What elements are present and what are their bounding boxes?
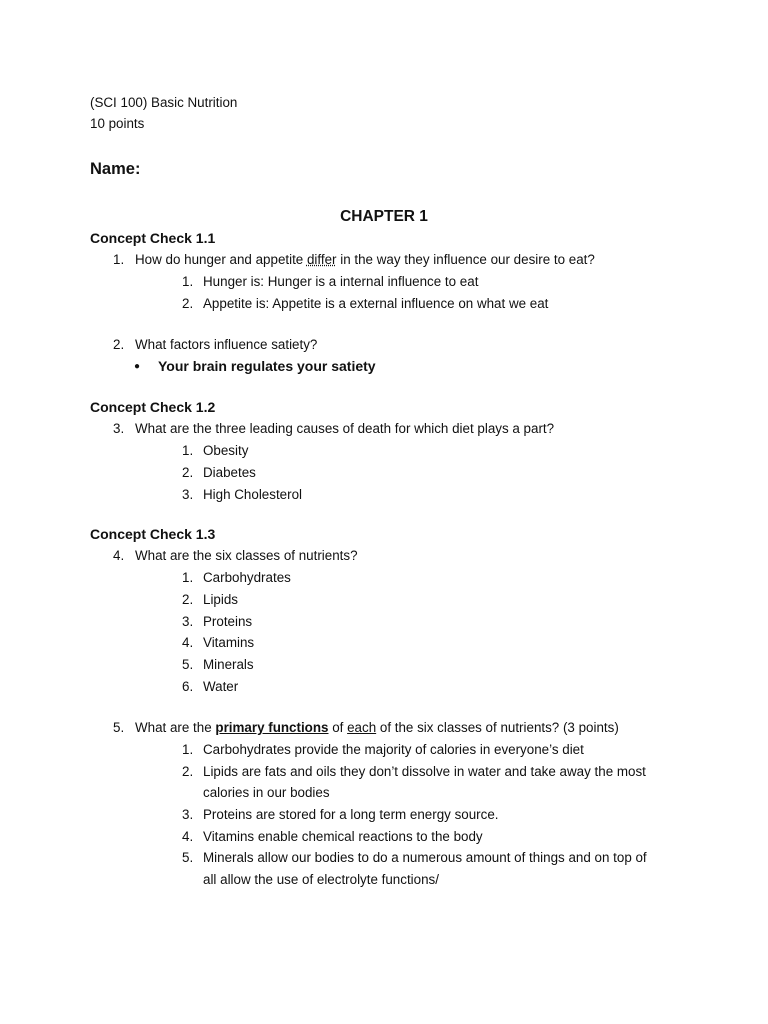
section-heading-1-2: Concept Check 1.2 [90,399,216,415]
emphasis-differ: differ [306,252,337,267]
question-text: What are the primary functions of each of the six classes of nutrients? (3 points) [135,720,619,735]
course-title: (SCI 100) Basic Nutrition [90,95,238,110]
question-text: How do hunger and appetite differ in the way they influence our desire to eat? [135,252,595,267]
name-label: Name: [90,160,141,178]
question-number: 4. [113,548,125,563]
question-number: 3. [113,421,125,436]
section-heading-1-1: Concept Check 1.1 [90,230,216,246]
section-heading-1-3: Concept Check 1.3 [90,526,216,542]
question-text: What factors influence satiety? [135,337,318,352]
document-page: (SCI 100) Basic Nutrition 10 points Name: CHAPTER 1 Concept Check 1.1 1. How do hunger and appetite differ in the way they influence our desire to eat? 1. Hunger is: Hunger is a internal influence to eat 2. Appetite is: Appetite is a external influence on what we eat 2. What factors influence satiety? ● Your brain regulates your satiety Concept Check 1.2 3. What are the three leading causes of death for which diet plays a part? 1. Obesity 2. Diabetes 3. High Cholesterol Concept Check 1.3 4. What are the six classes of nutrients? 1. Carbohydrates 2. Lipids 3. Proteins 4. Vitamins 5. Minerals 6. Water 5. What are the primary functions of each of the six classes of nutrients? (3 points) 1. Carbohydrates provide the majority of calories in everyone’s diet 2. Lipids are fats and oils they don’t dissolve in water and take away the most calories in our bodies 3. Proteins are stored for a long term energy source. 4. Vitamins enable chemical reactions to the body 5. Minerals allow our bodies to do a numerous amount of things and on top of all allow the use of electrolyte functions/ [0,0,768,1024]
bullet-icon: ● [134,361,141,372]
chapter-title: CHAPTER 1 [340,208,428,225]
emphasis-each: each [347,720,377,735]
question-number: 5. [113,720,125,735]
question-text: What are the three leading causes of death for which diet plays a part? [135,421,555,436]
question-text: What are the six classes of nutrients? [135,548,358,563]
emphasis-primary-functions: primary functions [215,720,329,735]
question-number: 1. [113,252,125,267]
question-number: 2. [113,337,125,352]
points-label: 10 points [90,116,145,131]
